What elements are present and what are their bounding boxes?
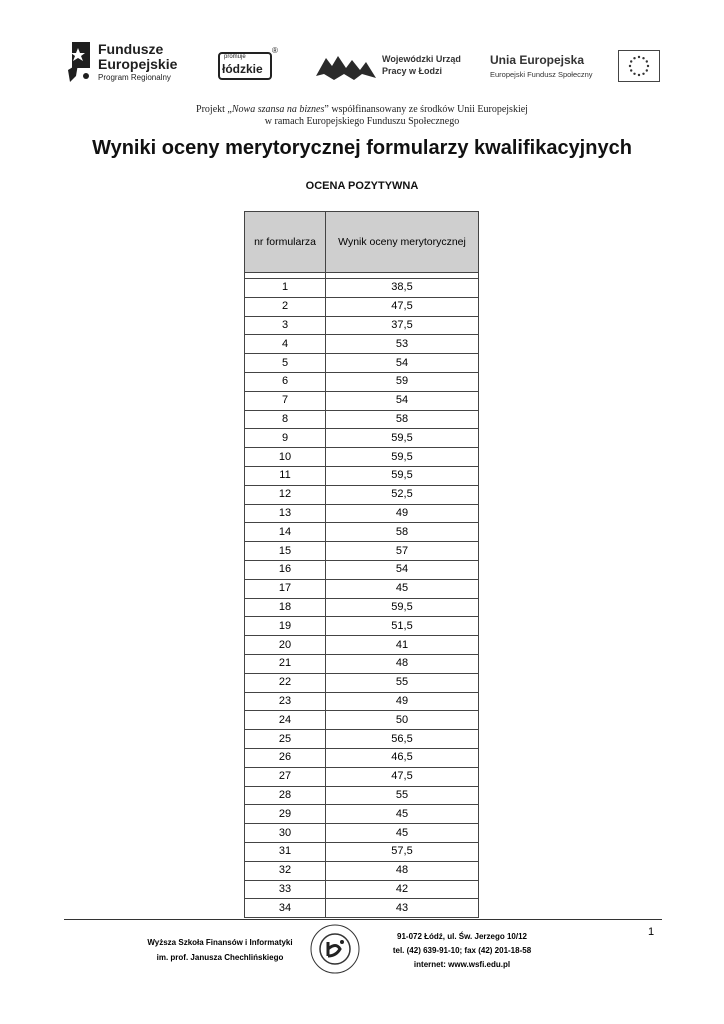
form-number-cell: 6 (245, 372, 326, 391)
wsfi-seal-logo (306, 922, 364, 980)
fundusze-line1: Fundusze (98, 41, 164, 57)
score-cell: 59,5 (326, 448, 479, 467)
score-cell: 49 (326, 692, 479, 711)
ue-line2: Europejski Fundusz Społeczny (490, 70, 593, 79)
table-row (245, 880, 479, 899)
table-row (245, 579, 479, 598)
score-cell: 54 (326, 391, 479, 410)
score-cell: 57 (326, 542, 479, 561)
form-number-cell: 23 (245, 692, 326, 711)
form-number-cell: 8 (245, 410, 326, 429)
score-cell: 42 (326, 880, 479, 899)
form-number-cell: 31 (245, 842, 326, 861)
ue-line1: Unia Europejska (490, 53, 585, 67)
form-number-cell: 15 (245, 542, 326, 561)
form-number-cell: 19 (245, 617, 326, 636)
form-number-cell: 5 (245, 354, 326, 373)
table-row (245, 448, 479, 467)
lodzkie-big-text: łódzkie (222, 62, 263, 76)
table-row (245, 410, 479, 429)
form-number-cell: 28 (245, 786, 326, 805)
wup-line2: Pracy w Łodzi (382, 66, 443, 76)
score-cell: 53 (326, 335, 479, 354)
score-cell: 57,5 (326, 842, 479, 861)
score-cell: 54 (326, 560, 479, 579)
table-body (245, 273, 479, 918)
table-row (245, 523, 479, 542)
footer-address: 91-072 Łódź, ul. Św. Jerzego 10/12 (397, 932, 527, 941)
lodzkie-small-text: promuje (224, 54, 246, 60)
score-cell: 41 (326, 636, 479, 655)
score-cell: 58 (326, 523, 479, 542)
header-score: Wynik oceny merytorycznej (326, 212, 479, 273)
project-prefix: Projekt „ (196, 104, 232, 115)
form-number-cell: 2 (245, 297, 326, 316)
page-subtitle: OCENA POZYTYWNA (305, 180, 419, 192)
form-number-cell: 26 (245, 748, 326, 767)
footer-contact (372, 930, 552, 972)
score-cell: 46,5 (326, 748, 479, 767)
footer-website: internet: www.wsfi.edu.pl (413, 960, 511, 969)
score-cell: 59,5 (326, 429, 479, 448)
form-number-cell: 32 (245, 861, 326, 880)
score-cell: 47,5 (326, 767, 479, 786)
fundusze-line2: Europejskie (98, 56, 178, 72)
fundusze-line3: Program Regionalny (98, 73, 171, 82)
table-row (245, 429, 479, 448)
fundusze-europejskie-logo (66, 40, 186, 88)
table-row (245, 786, 479, 805)
wup-lodz-logo (316, 50, 466, 84)
form-number-cell: 27 (245, 767, 326, 786)
wup-mountains-icon (316, 52, 378, 82)
page-number: 1 (648, 926, 655, 938)
form-number-cell: 34 (245, 899, 326, 918)
form-number-cell: 1 (245, 279, 326, 298)
table-row (245, 636, 479, 655)
form-number-cell: 24 (245, 711, 326, 730)
eu-flag-icon (618, 50, 660, 82)
project-name: Nowa szansa na biznes (231, 104, 325, 115)
logo-strip (66, 40, 666, 90)
form-number-cell: 22 (245, 673, 326, 692)
table-row (245, 466, 479, 485)
footer-left-line2: im. prof. Janusza Chechlińskiego (156, 953, 284, 962)
footer-school-name (120, 935, 320, 965)
score-cell: 43 (326, 899, 479, 918)
header-form-number: nr formularza (245, 212, 326, 273)
project-suffix: ” współfinansowany ze środków Unii Europejskiej (324, 104, 528, 115)
form-number-cell: 17 (245, 579, 326, 598)
table-row (245, 354, 479, 373)
fundusze-star-mark-icon (66, 42, 92, 86)
unia-europejska-logo (490, 50, 666, 86)
form-number-cell: 4 (245, 335, 326, 354)
score-cell: 48 (326, 654, 479, 673)
score-cell: 58 (326, 410, 479, 429)
footer-phone: tel. (42) 639-91-10; fax (42) 201-18-58 (392, 946, 532, 955)
table-row (245, 542, 479, 561)
table-row (245, 316, 479, 335)
wsfi-seal-icon (306, 922, 364, 980)
form-number-cell: 13 (245, 504, 326, 523)
table-row (245, 805, 479, 824)
score-cell: 45 (326, 824, 479, 843)
table-row (245, 899, 479, 918)
score-cell: 54 (326, 354, 479, 373)
table-row (245, 861, 479, 880)
score-cell: 50 (326, 711, 479, 730)
table-row (245, 617, 479, 636)
form-number-cell: 16 (245, 560, 326, 579)
footer-divider (64, 919, 662, 920)
table-row (245, 692, 479, 711)
promuje-lodzkie-logo (218, 48, 282, 82)
score-cell: 51,5 (326, 617, 479, 636)
score-cell: 45 (326, 579, 479, 598)
form-number-cell: 14 (245, 523, 326, 542)
table-row (245, 279, 479, 298)
form-number-cell: 7 (245, 391, 326, 410)
form-number-cell: 30 (245, 824, 326, 843)
score-cell: 59,5 (326, 466, 479, 485)
results-table (244, 211, 479, 918)
table-row (245, 654, 479, 673)
score-cell: 56,5 (326, 730, 479, 749)
score-cell: 59,5 (326, 598, 479, 617)
score-cell: 49 (326, 504, 479, 523)
score-cell: 38,5 (326, 279, 479, 298)
form-number-cell: 33 (245, 880, 326, 899)
project-line2: w ramach Europejskiego Funduszu Społecznego (264, 116, 460, 127)
table-row (245, 297, 479, 316)
wup-line1: Wojewódzki Urząd (382, 54, 461, 64)
score-cell: 47,5 (326, 297, 479, 316)
table-row (245, 372, 479, 391)
form-number-cell: 25 (245, 730, 326, 749)
footer-left-line1: Wyższa Szkoła Finansów i Informatyki (147, 938, 293, 947)
form-number-cell: 21 (245, 654, 326, 673)
table-row (245, 560, 479, 579)
score-cell: 37,5 (326, 316, 479, 335)
registered-mark: ® (272, 46, 278, 55)
table-header-row (245, 212, 479, 273)
table-row (245, 485, 479, 504)
table-row (245, 335, 479, 354)
form-number-cell: 29 (245, 805, 326, 824)
form-number-cell: 12 (245, 485, 326, 504)
project-line1 (0, 104, 724, 116)
score-cell: 52,5 (326, 485, 479, 504)
form-number-cell: 11 (245, 466, 326, 485)
score-cell: 55 (326, 786, 479, 805)
form-number-cell: 18 (245, 598, 326, 617)
table-row (245, 748, 479, 767)
table-row (245, 504, 479, 523)
table-row (245, 824, 479, 843)
form-number-cell: 9 (245, 429, 326, 448)
project-description (0, 104, 724, 128)
table-row (245, 730, 479, 749)
table-row (245, 711, 479, 730)
form-number-cell: 3 (245, 316, 326, 335)
score-cell: 55 (326, 673, 479, 692)
score-cell: 59 (326, 372, 479, 391)
table-row (245, 842, 479, 861)
form-number-cell: 20 (245, 636, 326, 655)
table-row (245, 391, 479, 410)
form-number-cell: 10 (245, 448, 326, 467)
table-row (245, 767, 479, 786)
table-row (245, 598, 479, 617)
score-cell: 48 (326, 861, 479, 880)
score-cell: 45 (326, 805, 479, 824)
page-title: Wyniki oceny merytorycznej formularzy kwalifikacyjnych (92, 137, 632, 159)
table-row (245, 673, 479, 692)
